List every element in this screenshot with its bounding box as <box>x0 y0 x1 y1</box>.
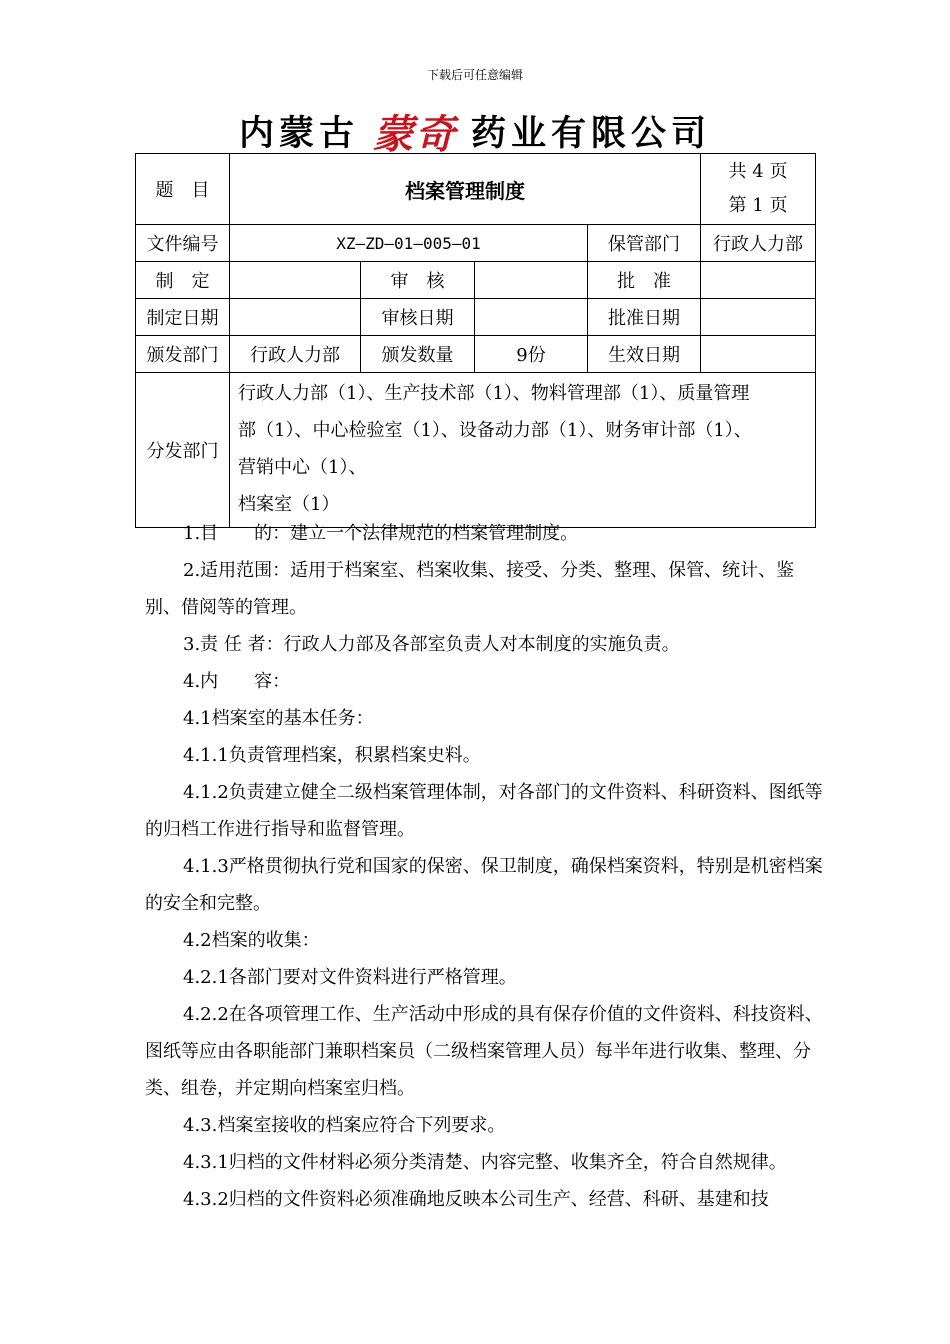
paragraph: 4.3.2归档的文件资料必须准确地反映本公司生产、经营、科研、基建和技 <box>183 1189 769 1210</box>
dist-label: 分发部门 <box>136 373 230 528</box>
company-header <box>0 106 950 156</box>
paragraph: 1.目 的：建立一个法律规范的档案管理制度。 <box>183 523 579 544</box>
issue-qty: 9份 <box>475 336 588 373</box>
top-note: 下载后可任意编辑 <box>426 68 523 82</box>
reviewer-label: 审 核 <box>361 262 475 299</box>
paragraph: 4.内 容： <box>183 671 291 692</box>
company-name-left: 内蒙古 <box>238 114 359 154</box>
distribution-list <box>230 373 816 528</box>
drafter-value <box>230 262 361 299</box>
paragraph: 4.1.1负责管理档案，积累档案史料。 <box>183 745 481 766</box>
paragraph: 4.2.1各部门要对文件资料进行严格管理。 <box>183 967 517 988</box>
page-info <box>701 154 816 225</box>
dist-line: 行政人力部（1）、生产技术部（1）、物料管理部（1）、质量管理 <box>238 383 750 404</box>
total-pages: 共 4 页 <box>728 161 788 182</box>
paragraph: 4.3.1归档的文件材料必须分类清楚、内容完整、收集齐全，符合自然规律。 <box>183 1152 787 1173</box>
title-label: 题 目 <box>136 154 230 225</box>
dist-line: 档案室（1） <box>238 494 340 515</box>
paragraph: 4.2档案的收集： <box>183 930 320 951</box>
company-name-right: 药业有限公司 <box>471 114 712 154</box>
dist-line: 部（1）、中心检验室（1）、设备动力部（1）、财务审计部（1）、 <box>238 420 752 441</box>
paragraph: 2.适用范围：适用于档案室、档案收集、接受、分类、整理、保管、统计、鉴别、借阅等的管理。 <box>145 560 795 618</box>
dist-line: 营销中心（1）、 <box>238 457 367 478</box>
document-header-table <box>135 153 816 528</box>
paragraph: 4.3.档案室接收的档案应符合下列要求。 <box>183 1115 506 1136</box>
draft-date-label: 制定日期 <box>136 299 230 336</box>
approve-date-value <box>701 299 816 336</box>
paragraph: 4.1.3严格贯彻执行党和国家的保密、保卫制度，确保档案资料，特别是机密档案的安全和完整。 <box>145 856 823 914</box>
reviewer-value <box>475 262 588 299</box>
paragraph: 4.2.2在各项管理工作、生产活动中形成的具有保存价值的文件资料、科技资料、图纸等应由各职能部门兼职档案员（二级档案管理人员）每半年进行收集、整理、分类、组卷，并定期向档案室归档。 <box>145 1004 823 1099</box>
review-date-value <box>475 299 588 336</box>
paragraph: 4.1档案室的基本任务： <box>183 708 374 729</box>
file-no-label: 文件编号 <box>136 225 230 262</box>
custodian: 行政人力部 <box>701 225 816 262</box>
file-no: XZ—ZD—01—005—01 <box>230 225 588 262</box>
issue-dept: 行政人力部 <box>230 336 361 373</box>
issue-dept-label: 颁发部门 <box>136 336 230 373</box>
effective-date-label: 生效日期 <box>588 336 701 373</box>
issue-qty-label: 颁发数量 <box>361 336 475 373</box>
effective-date-value <box>701 336 816 373</box>
approver-value <box>701 262 816 299</box>
company-logo: 蒙奇 <box>373 110 457 158</box>
approver-label: 批 准 <box>588 262 701 299</box>
paragraph: 3.责 任 者：行政人力部及各部室负责人对本制度的实施负责。 <box>183 634 680 655</box>
drafter-label: 制 定 <box>136 262 230 299</box>
approve-date-label: 批准日期 <box>588 299 701 336</box>
paragraph: 4.1.2负责建立健全二级档案管理体制，对各部门的文件资料、科研资料、图纸等的归档工作进行指导和监督管理。 <box>145 782 823 840</box>
custodian-label: 保管部门 <box>588 225 701 262</box>
document-title: 档案管理制度 <box>230 154 701 225</box>
document-body <box>145 515 825 1218</box>
page-number: 第 1 页 <box>728 195 788 216</box>
review-date-label: 审核日期 <box>361 299 475 336</box>
draft-date-value <box>230 299 361 336</box>
